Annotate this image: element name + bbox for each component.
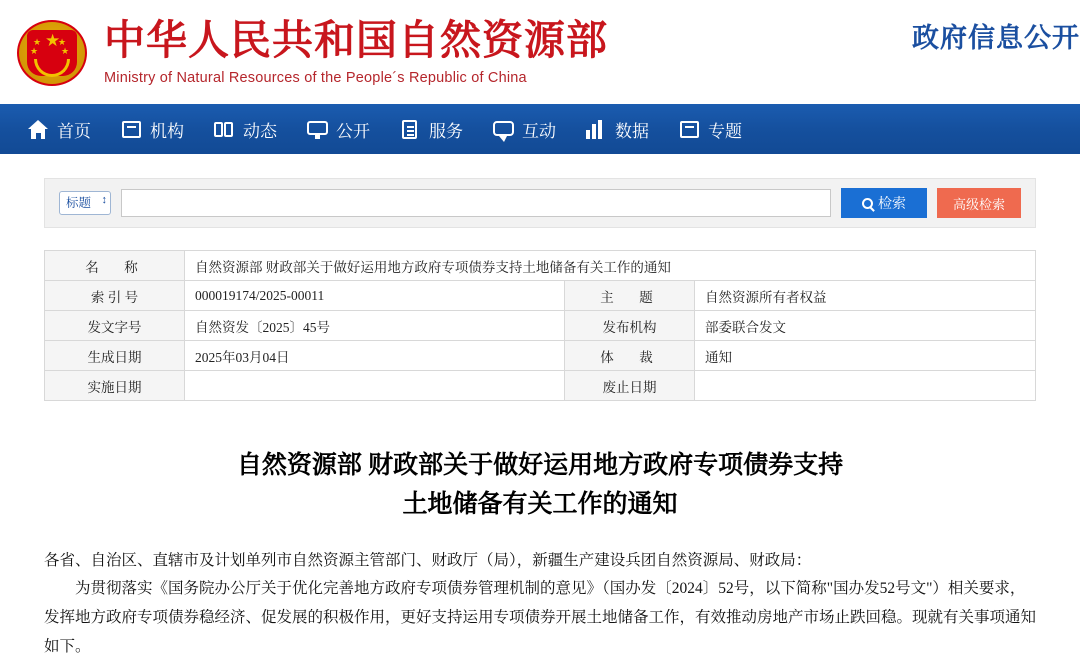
search-button[interactable] xyxy=(841,188,927,218)
section-title-gov-info: 政府信息公开 xyxy=(912,23,1080,53)
book-icon xyxy=(214,120,235,139)
nav-item-data[interactable] xyxy=(582,117,675,142)
nav-label: 首页 xyxy=(57,121,91,141)
search-input[interactable] xyxy=(121,189,831,217)
nav-item-organization[interactable] xyxy=(117,117,210,142)
site-header xyxy=(0,0,1080,104)
nav-item-home[interactable] xyxy=(24,117,117,142)
meta-value-index: 000019174/2025-00011 xyxy=(185,281,565,311)
meta-value-repealdate xyxy=(695,371,1036,401)
grid-icon xyxy=(679,120,700,139)
nav-label: 数据 xyxy=(615,121,649,141)
meta-value-genre: 通知 xyxy=(695,341,1036,371)
nav-item-interaction[interactable] xyxy=(489,117,582,142)
meta-value-createdate: 2025年03月04日 xyxy=(185,341,565,371)
nav-item-news[interactable] xyxy=(210,117,303,142)
nav-label: 机构 xyxy=(150,121,184,141)
document-metadata-table xyxy=(44,250,1036,401)
meta-value-subject: 自然资源所有者权益 xyxy=(695,281,1036,311)
table-row xyxy=(45,311,1036,341)
nav-item-topics[interactable] xyxy=(675,117,768,142)
national-emblem-icon: ★ ★ ★ ★ ★ xyxy=(14,14,90,90)
site-title-en: Ministry of Natural Resources of the People´s Republic of China xyxy=(104,69,527,86)
search-button-label: 检索 xyxy=(878,195,906,211)
bar-chart-icon xyxy=(586,120,607,139)
page-title-line2: 土地储备有关工作的通知 xyxy=(402,490,678,518)
table-row xyxy=(45,341,1036,371)
table-row xyxy=(45,371,1036,401)
building-icon xyxy=(121,120,142,139)
nav-label: 专题 xyxy=(708,121,742,141)
nav-label: 公开 xyxy=(336,121,370,141)
meta-label-repealdate: 废止日期 xyxy=(565,371,695,401)
meta-label-docnumber: 发文字号 xyxy=(45,311,185,341)
search-scope-select[interactable] xyxy=(59,191,111,215)
article-text xyxy=(44,547,1036,662)
search-bar xyxy=(44,178,1036,228)
meta-label-index: 索 引 号 xyxy=(45,281,185,311)
meta-label-issuer: 发布机构 xyxy=(565,311,695,341)
content-area xyxy=(0,178,1080,401)
nav-item-service[interactable] xyxy=(396,117,489,142)
search-scope-select-wrap xyxy=(59,191,111,215)
document-icon xyxy=(400,120,421,139)
meta-value-issuer: 部委联合发文 xyxy=(695,311,1036,341)
meta-value-effectivedate xyxy=(185,371,565,401)
meta-label-subject: 主 题 xyxy=(565,281,695,311)
site-title-block xyxy=(104,18,608,85)
meta-value-docnumber: 自然资发〔2025〕45号 xyxy=(185,311,565,341)
nav-item-disclosure[interactable] xyxy=(303,117,396,142)
meta-label-genre: 体 裁 xyxy=(565,341,695,371)
chat-bubble-icon xyxy=(493,120,514,139)
meta-value-name: 自然资源部 财政部关于做好运用地方政府专项债券支持土地储备有关工作的通知 xyxy=(185,251,1036,281)
article-body xyxy=(0,447,1080,661)
meta-label-createdate: 生成日期 xyxy=(45,341,185,371)
table-row xyxy=(45,251,1036,281)
page-title xyxy=(44,447,1036,525)
home-icon xyxy=(28,120,49,139)
advanced-search-button[interactable]: 高级检索 xyxy=(937,188,1021,218)
site-title-cn: 中华人民共和国自然资源部 xyxy=(104,17,608,64)
main-navigation xyxy=(0,104,1080,154)
meta-label-effectivedate: 实施日期 xyxy=(45,371,185,401)
nav-label: 互动 xyxy=(522,121,556,141)
nav-label: 动态 xyxy=(243,121,277,141)
search-icon xyxy=(862,198,873,209)
meta-label-name: 名 称 xyxy=(45,251,185,281)
article-paragraph: 为贯彻落实《国务院办公厅关于优化完善地方政府专项债券管理机制的意见》（国办发〔2024〕52号，以下简称"国办发52号文"）相关要求，发挥地方政府专项债券稳经济、促发展的积极作用，更好支持运用专项债券开展土地储备工作，有效推动房地产市场止跌回稳。现就有关事项通知如下。 xyxy=(44,580,1037,655)
page-title-line1: 自然资源部 财政部关于做好运用地方政府专项债券支持 xyxy=(236,452,844,479)
table-row xyxy=(45,281,1036,311)
nav-label: 服务 xyxy=(429,121,463,141)
monitor-icon xyxy=(307,120,328,139)
article-paragraph: 各省、自治区、直辖市及计划单列市自然资源主管部门、财政厅（局），新疆生产建设兵团自然资源局、财政局： xyxy=(44,551,812,569)
